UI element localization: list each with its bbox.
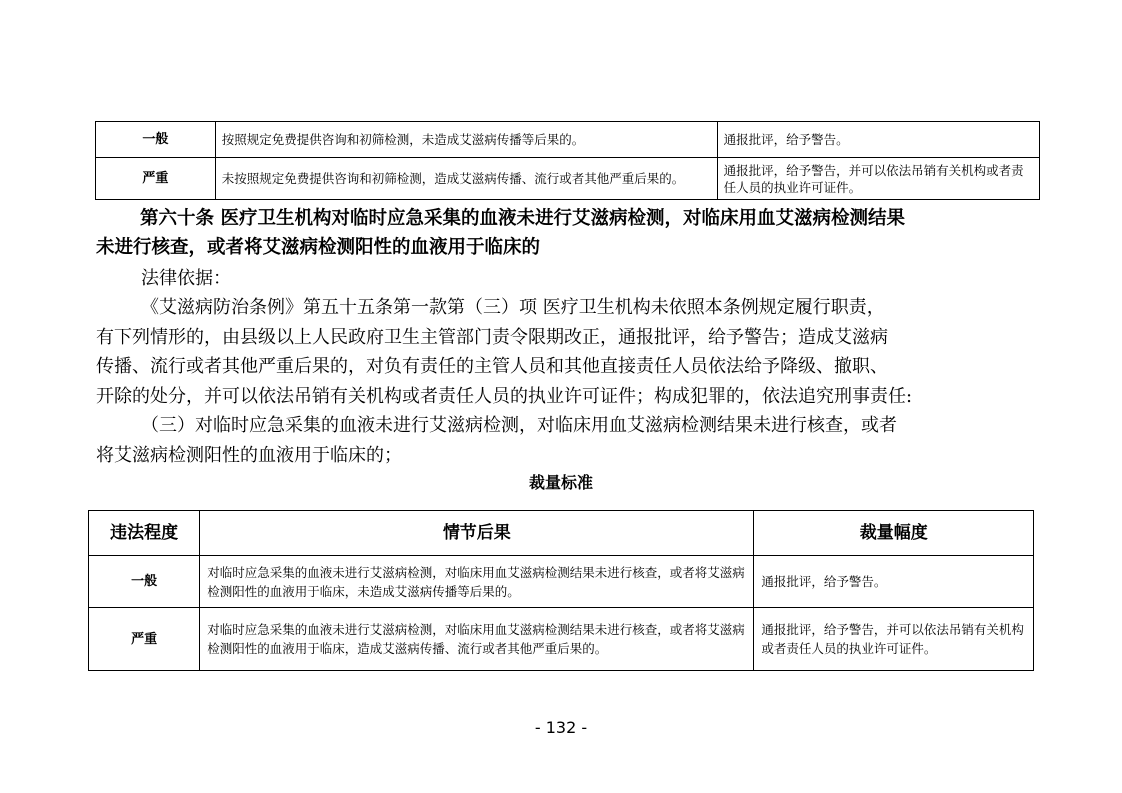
item-line: 将艾滋病检测阳性的血液用于临床的；	[96, 444, 402, 466]
article-heading-line2: 未进行核查，或者将艾滋病检测阳性的血液用于临床的	[96, 237, 541, 258]
basis-line: 《艾滋病防治条例》第五十五条第一款第（三）项 医疗卫生机构未依照本条例规定履行职责，	[141, 297, 885, 318]
header-level: 违法程度	[89, 511, 200, 556]
basis-line: 开除的处分，并可以依法吊销有关机构或者责任人员的执业许可证件；构成犯罪的，依法追究刑事责任:	[96, 385, 913, 407]
level-cell: 一般	[89, 556, 200, 608]
basis-line: 传播、流行或者其他严重后果的，对负有责任的主管人员和其他直接责任人员依法给予降级、撤职、	[96, 356, 888, 377]
legal-basis-label: 法律依据：	[141, 268, 231, 289]
level-cell: 一般	[96, 122, 216, 158]
table-row	[96, 158, 1040, 200]
top-penalty-table	[95, 121, 1040, 200]
penalty-cell: 通报批评，给予警告，并可以依法吊销有关机构或者责任人员的执业许可证件。	[717, 158, 1039, 200]
discretion-standard-table	[88, 510, 1034, 671]
legal-basis-text	[96, 293, 1031, 470]
circumstance-cell: 对临时应急采集的血液未进行艾滋病检测，对临床用血艾滋病检测结果未进行核查，或者将艾滋病检测阳性的血液用于临床，未造成艾滋病传播等后果的。	[200, 556, 754, 608]
article-heading-line1: 第六十条 医疗卫生机构对临时应急采集的血液未进行艾滋病检测，对临床用血艾滋病检测结果	[140, 208, 905, 229]
table-row	[89, 608, 1034, 671]
circumstance-cell: 未按照规定免费提供咨询和初筛检测，造成艾滋病传播、流行或者其他严重后果的。	[215, 158, 717, 200]
level-cell: 严重	[96, 158, 216, 200]
penalty-cell: 通报批评，给予警告。	[754, 556, 1034, 608]
circumstance-cell: 按照规定免费提供咨询和初筛检测，未造成艾滋病传播等后果的。	[215, 122, 717, 158]
penalty-cell: 通报批评，给予警告。	[717, 122, 1039, 158]
table-row	[89, 556, 1034, 608]
header-penalty: 裁量幅度	[754, 511, 1034, 556]
standard-title: 裁量标准	[528, 473, 593, 492]
penalty-cell: 通报批评，给予警告，并可以依法吊销有关机构或者责任人员的执业许可证件。	[754, 608, 1034, 671]
page-number: - 132 -	[534, 718, 588, 737]
table-header-row	[89, 511, 1034, 556]
table-row	[96, 122, 1040, 158]
item-line: （三）对临时应急采集的血液未进行艾滋病检测，对临床用血艾滋病检测结果未进行核查，或者	[141, 415, 897, 436]
basis-line: 有下列情形的，由县级以上人民政府卫生主管部门责令限期改正，通报批评，给予警告；造成艾滋病	[96, 326, 888, 348]
circumstance-cell: 对临时应急采集的血液未进行艾滋病检测，对临床用血艾滋病检测结果未进行核查，或者将艾滋病检测阳性的血液用于临床，造成艾滋病传播、流行或者其他严重后果的。	[200, 608, 754, 671]
level-cell: 严重	[89, 608, 200, 671]
header-circumstance: 情节后果	[200, 511, 754, 556]
